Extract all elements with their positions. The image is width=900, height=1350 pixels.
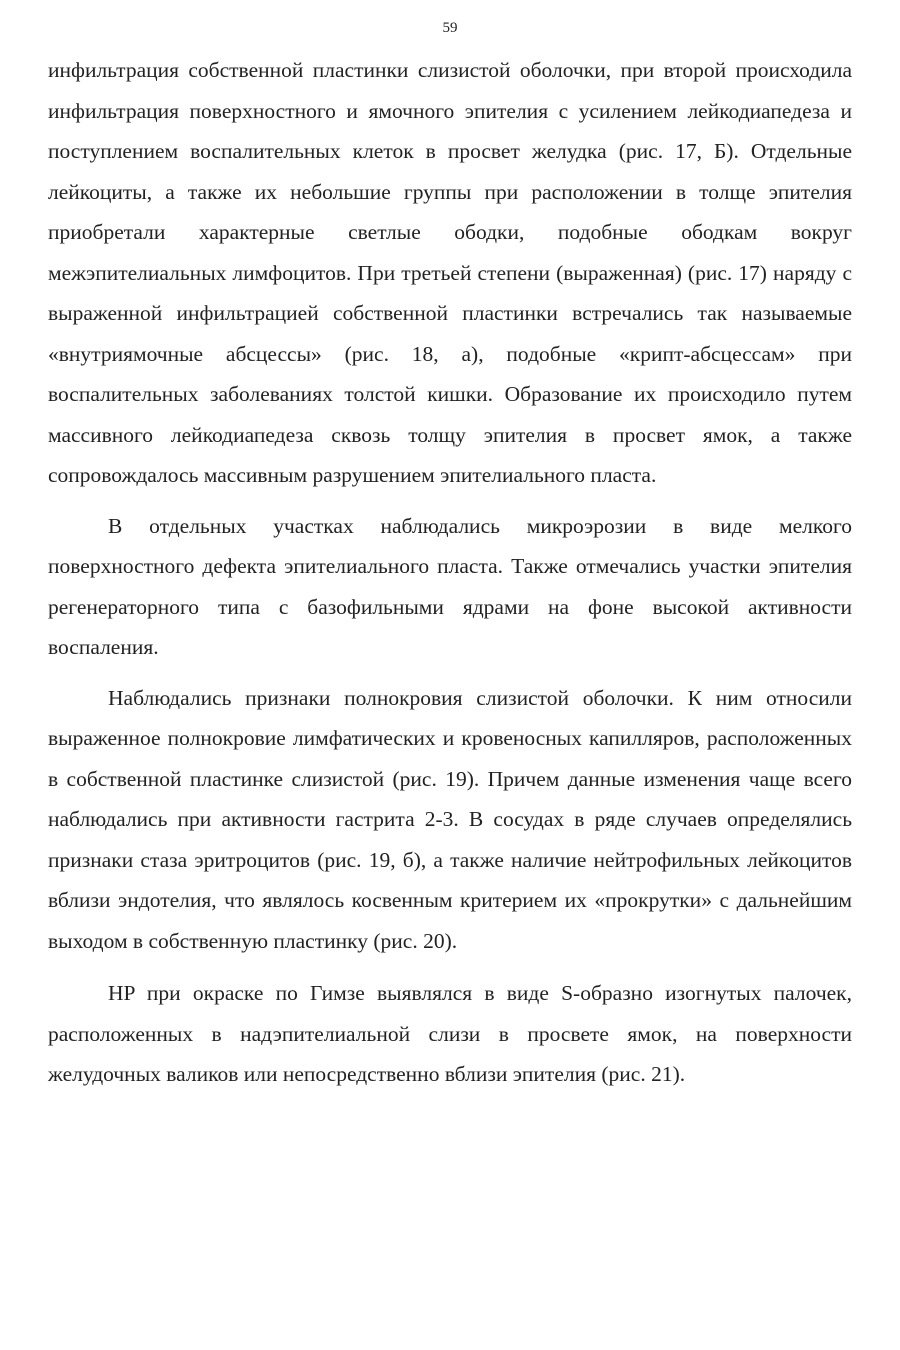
paragraph-3: Наблюдались признаки полнокровия слизистой оболочки. К ним относили выраженное полнокровие лимфатических и кровеносных капилляров, расположенных в собственной пластинке слизистой (рис. 19). Причем данные изменения чаще всего наблюдались при активности гастрита 2-3. В сосудах в ряде случаев определялись признаки стаза эритроцитов (рис. 19, б), а также наличие нейтрофильных лейкоцитов вблизи эндотелия, что являлось косвенным критерием их «прокрутки» с дальнейшим выходом в собственную пластинку (рис. 20).	[48, 685, 852, 953]
page-number: 59	[442, 20, 458, 36]
paragraph-1: инфильтрация собственной пластинки слизистой оболочки, при второй происходила инфильтрация поверхностного и ямочного эпителия с усилением лейкодиапедеза и поступлением воспалительных клеток в просвет желудка (рис. 17, Б). Отдельные лейкоциты, а также их небольшие группы при расположении в толще эпителия приобретали характерные светлые ободки, подобные ободкам вокруг межэпителиальных лимфоцитов. При третьей степени (выраженная) (рис. 17) наряду с выраженной инфильтрацией собственной пластинки встречались так называемые «внутриямочные абсцессы» (рис. 18, а), подобные «крипт-абсцессам» при воспалительных заболеваниях толстой кишки. Образование их происходило путем массивного лейкодиапедеза сквозь толщу эпителия в просвет ямок, а также сопровождалось массивным разрушением эпителиального пласта.	[48, 58, 852, 487]
text-body	[48, 50, 852, 1095]
paragraph-2: В отдельных участках наблюдались микроэрозии в виде мелкого поверхностного дефекта эпителиального пласта. Также отмечались участки эпителия регенераторного типа с базофильными ядрами на фоне высокой активности воспаления.	[48, 513, 852, 659]
paragraph-4: HP при окраске по Гимзе выявлялся в виде S-образно изогнутых палочек, расположенных в надэпителиальной слизи в просвете ямок, на поверхности желудочных валиков или непосредственно вблизи эпителия (рис. 21).	[48, 981, 852, 1086]
